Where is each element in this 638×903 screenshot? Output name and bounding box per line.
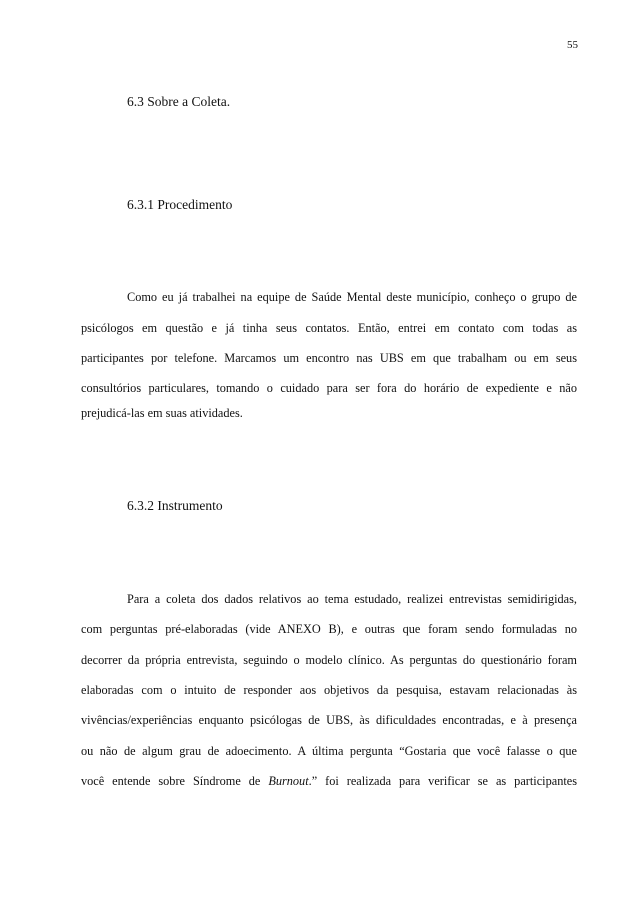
paragraph-line: participantes por telefone. Marcamos um encontro nas UBS em que trabalham ou em seus	[81, 351, 577, 365]
paragraph-line: decorrer da própria entrevista, seguindo o modelo clínico. As perguntas do questionário foram	[81, 653, 577, 667]
paragraph-line: vivências/experiências enquanto psicólogas de UBS, às dificuldades encontradas, e à presença	[81, 713, 577, 727]
line-text-before: você entende sobre Síndrome de	[81, 774, 261, 788]
paragraph-line: ou não de algum grau de adoecimento. A última pergunta “Gostaria que você falasse o que	[81, 744, 577, 758]
paragraph-line: consultórios particulares, tomando o cuidado para ser fora do horário de expediente e não	[81, 381, 577, 395]
burnout-term: Burnout	[268, 774, 309, 788]
page-number: 55	[567, 39, 578, 51]
paragraph-line: prejudicá-las em suas atividades.	[81, 406, 243, 420]
section-heading-procedimento: 6.3.1 Procedimento	[127, 197, 233, 212]
paragraph-line: Como eu já trabalhei na equipe de Saúde Mental deste município, conheço o grupo de	[127, 290, 577, 304]
section-heading-coleta: 6.3 Sobre a Coleta.	[127, 94, 231, 109]
paragraph-line: psicólogos em questão e já tinha seus contatos. Então, entrei em contato com todas as	[81, 321, 577, 335]
paragraph-line-burnout	[81, 773, 577, 789]
section-heading-instrumento: 6.3.2 Instrumento	[127, 498, 223, 513]
paragraph-line: elaboradas com o intuito de responder aos objetivos da pesquisa, estavam relacionadas às	[81, 683, 577, 697]
paragraph-line: Para a coleta dos dados relativos ao tema estudado, realizei entrevistas semidirigidas,	[127, 592, 577, 606]
line-text-after: .” foi realizada para verificar se as participantes	[308, 774, 578, 788]
paragraph-line: com perguntas pré-elaboradas (vide ANEXO B), e outras que foram sendo formuladas no	[81, 622, 577, 636]
